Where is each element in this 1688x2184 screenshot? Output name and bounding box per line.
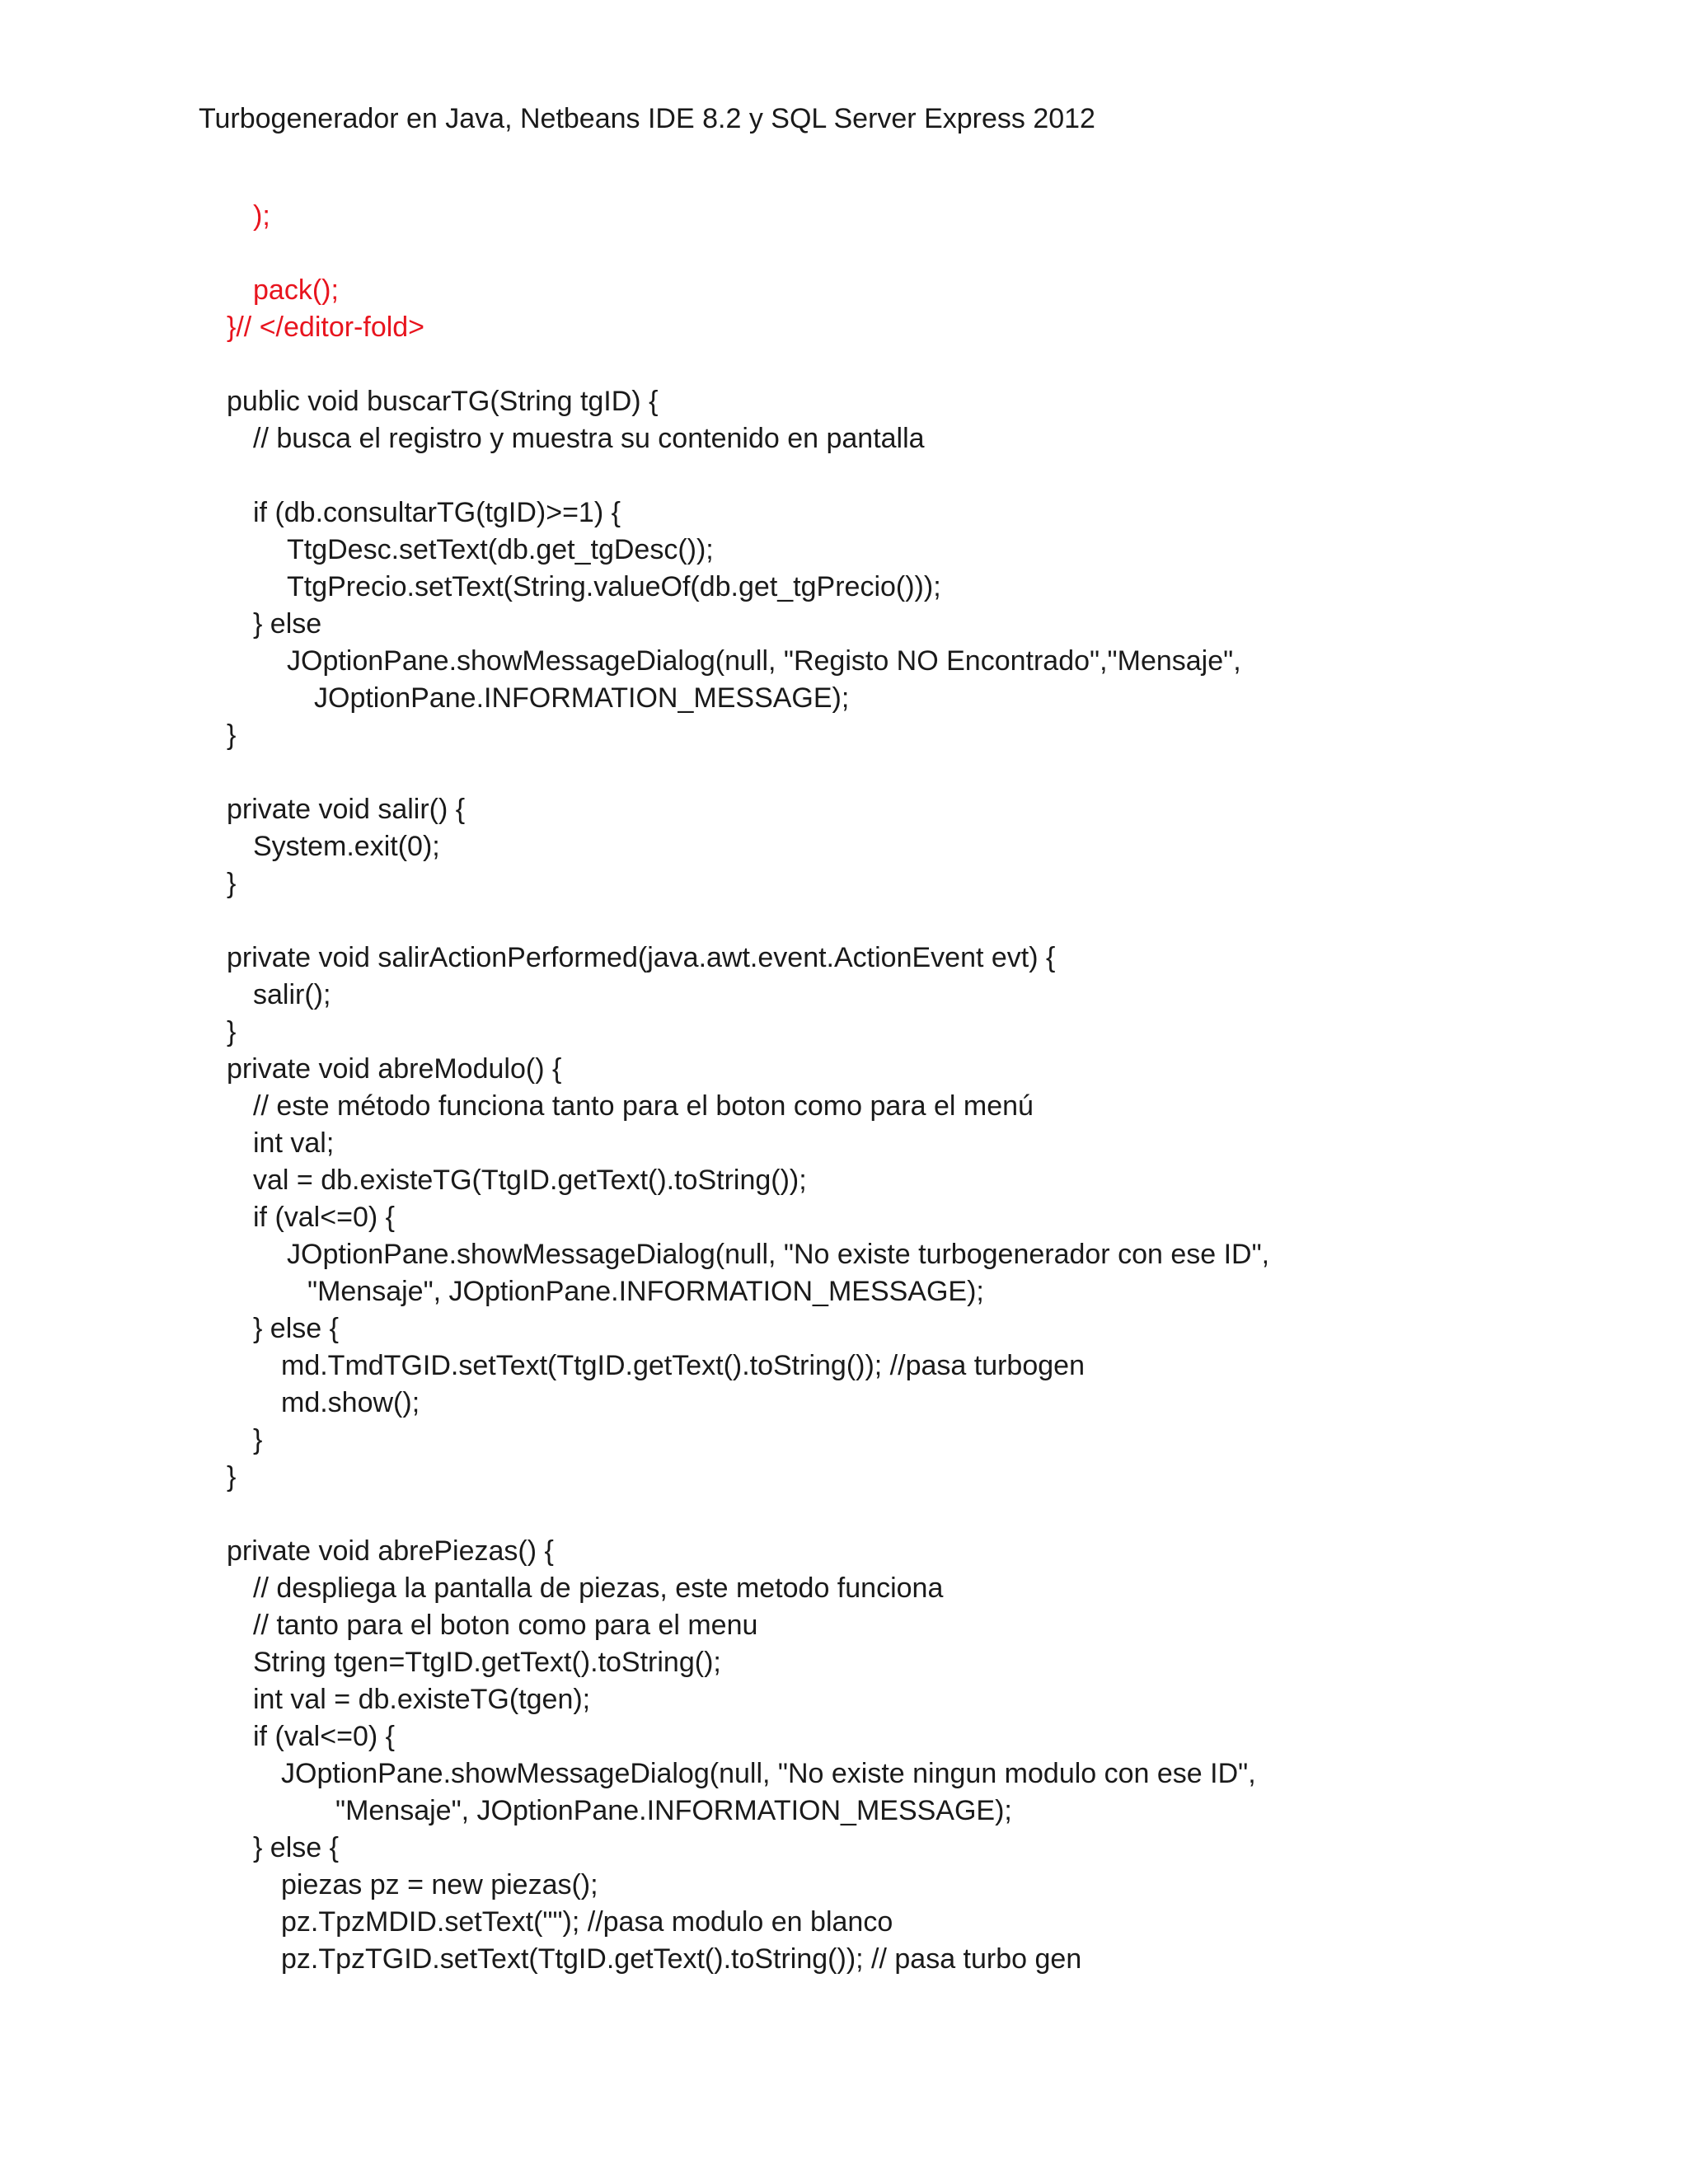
- code-line: [0, 346, 1688, 383]
- code-line-text: pz.TpzTGID.setText(TtgID.getText().toString()); // pasa turbo gen: [281, 1943, 1082, 1975]
- code-line: [0, 1830, 1688, 1867]
- code-line: [0, 198, 1688, 235]
- code-line: [0, 1014, 1688, 1051]
- code-line: [0, 1867, 1688, 1904]
- code-line: [0, 1199, 1688, 1236]
- code-line-text: int val = db.existeTG(tgen);: [253, 1684, 591, 1715]
- code-line: [0, 1310, 1688, 1347]
- code-line: [0, 1681, 1688, 1718]
- code-line-text: "Mensaje", JOptionPane.INFORMATION_MESSAGE);: [335, 1795, 1012, 1826]
- code-line-text: // despliega la pantalla de piezas, este metodo funciona: [253, 1572, 944, 1604]
- code-line-text: // tanto para el boton como para el menu: [253, 1610, 758, 1641]
- code-line: [0, 1088, 1688, 1125]
- code-line-text: } else: [253, 608, 322, 640]
- code-line: [0, 1718, 1688, 1755]
- code-line-text: TtgDesc.setText(db.get_tgDesc());: [287, 534, 714, 565]
- code-line: [0, 272, 1688, 309]
- code-line: [0, 309, 1688, 346]
- code-line-text: private void salir() {: [227, 794, 466, 825]
- code-line: [0, 606, 1688, 643]
- code-line: [0, 569, 1688, 606]
- code-line: [0, 754, 1688, 791]
- code-line: [0, 1422, 1688, 1459]
- code-line-text: // busca el registro y muestra su contenido en pantalla: [253, 423, 925, 454]
- code-line: [0, 902, 1688, 940]
- code-line-text: JOptionPane.showMessageDialog(null, "No existe turbogenerador con ese ID",: [287, 1239, 1270, 1270]
- code-line-text: }: [253, 1424, 263, 1455]
- code-line: [0, 1607, 1688, 1644]
- code-line: [0, 977, 1688, 1014]
- code-line-text: }: [227, 868, 237, 899]
- code-line-text: JOptionPane.showMessageDialog(null, "Registo NO Encontrado","Mensaje",: [287, 645, 1241, 677]
- code-line: [0, 1941, 1688, 1978]
- code-line-text: } else {: [253, 1313, 339, 1344]
- code-line: [0, 865, 1688, 902]
- code-line: [0, 1904, 1688, 1941]
- code-line: [0, 940, 1688, 977]
- code-line: [0, 1459, 1688, 1496]
- code-line-text: System.exit(0);: [253, 831, 440, 862]
- code-line-text: piezas pz = new piezas();: [281, 1869, 598, 1900]
- code-line: [0, 1051, 1688, 1088]
- code-line-text: pack();: [253, 274, 339, 306]
- code-line-text: } else {: [253, 1832, 339, 1863]
- code-line: [0, 680, 1688, 717]
- code-line: [0, 532, 1688, 569]
- code-line: [0, 1496, 1688, 1533]
- code-line-text: // este método funciona tanto para el boton como para el menú: [253, 1090, 1034, 1122]
- code-line-text: val = db.existeTG(TtgID.getText().toString());: [253, 1165, 807, 1196]
- code-line: [0, 1793, 1688, 1830]
- code-line: [0, 1125, 1688, 1162]
- code-line-text: md.show();: [281, 1387, 420, 1418]
- code-line: [0, 1236, 1688, 1273]
- code-line: [0, 383, 1688, 420]
- code-line: [0, 643, 1688, 680]
- code-line-text: TtgPrecio.setText(String.valueOf(db.get_tgPrecio()));: [287, 571, 941, 602]
- code-line-text: if (val<=0) {: [253, 1721, 395, 1752]
- code-line: [0, 420, 1688, 457]
- code-line-text: String tgen=TtgID.getText().toString();: [253, 1647, 721, 1678]
- code-line-text: private void abrePiezas() {: [227, 1535, 554, 1567]
- code-line: [0, 791, 1688, 828]
- code-line: [0, 717, 1688, 754]
- code-line-text: JOptionPane.INFORMATION_MESSAGE);: [314, 682, 850, 714]
- code-line-text: salir();: [253, 979, 331, 1010]
- code-line-text: }: [227, 1461, 237, 1493]
- page-title: Turbogenerador en Java, Netbeans IDE 8.2 y SQL Server Express 2012: [199, 103, 1095, 134]
- code-line: [0, 1533, 1688, 1570]
- code-line: [0, 828, 1688, 865]
- code-listing: [0, 198, 1688, 1978]
- code-line-text: private void salirActionPerformed(java.awt.event.ActionEvent evt) {: [227, 942, 1056, 973]
- code-line: [0, 494, 1688, 532]
- code-line: [0, 1570, 1688, 1607]
- code-line-text: JOptionPane.showMessageDialog(null, "No existe ningun modulo con ese ID",: [281, 1758, 1256, 1789]
- code-line: [0, 457, 1688, 494]
- code-line-text: if (val<=0) {: [253, 1202, 395, 1233]
- code-line-text: if (db.consultarTG(tgID)>=1) {: [253, 497, 621, 528]
- code-line: [0, 1385, 1688, 1422]
- code-line: [0, 235, 1688, 272]
- code-line: [0, 1755, 1688, 1793]
- code-line-text: private void abreModulo() {: [227, 1053, 562, 1085]
- code-line-text: }// </editor-fold>: [227, 312, 425, 343]
- code-line-text: }: [227, 719, 237, 751]
- code-line: [0, 1644, 1688, 1681]
- code-line-text: );: [253, 200, 270, 232]
- code-line-text: "Mensaje", JOptionPane.INFORMATION_MESSAGE);: [307, 1276, 984, 1307]
- code-line-text: public void buscarTG(String tgID) {: [227, 386, 659, 417]
- code-line: [0, 1162, 1688, 1199]
- code-line-text: int val;: [253, 1127, 335, 1159]
- code-line-text: md.TmdTGID.setText(TtgID.getText().toString()); //pasa turbogen: [281, 1350, 1085, 1381]
- code-line-text: pz.TpzMDID.setText(""); //pasa modulo en blanco: [281, 1906, 893, 1938]
- code-line: [0, 1347, 1688, 1385]
- code-line-text: }: [227, 1016, 237, 1047]
- code-line: [0, 1273, 1688, 1310]
